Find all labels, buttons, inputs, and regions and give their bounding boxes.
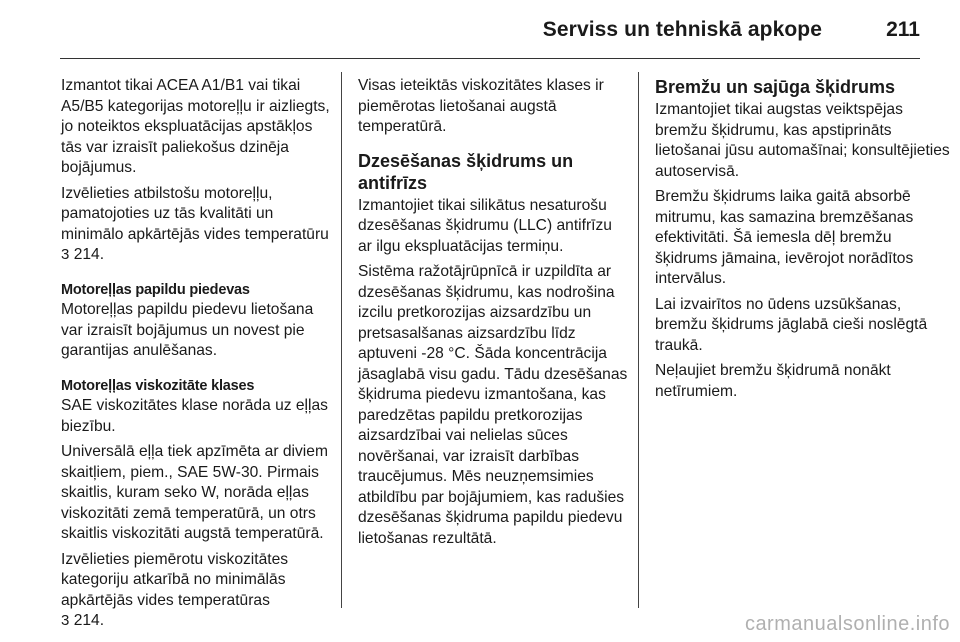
section-heading: Motoreļļas papildu piedevas bbox=[61, 281, 250, 298]
watermark: carmanualsonline.info bbox=[744, 613, 950, 635]
column-1 bbox=[61, 76, 331, 637]
paragraph: Motoreļļas papildu piedevu lietošana var izraisīt bojājumus un novest pie garantijas anulēšanas. bbox=[61, 301, 314, 359]
column-2 bbox=[358, 76, 628, 554]
column-divider-1 bbox=[341, 72, 342, 608]
column-divider-2 bbox=[638, 72, 639, 608]
paragraph: Universālā eļļa tiek apzīmēta ar diviem skaitļiem, piem., SAE 5W-30. Pirmais skaitlis, kuram seko W, norāda eļļas viskozitāti zemā temperatūrā, un otrs skaitlis viskozitāti augstā temperatūrā. bbox=[61, 443, 328, 542]
paragraph: Lai izvairītos no ūdens uzsūkšanas, bremžu šķidrums jāglabā cieši noslēgtā traukā. bbox=[655, 295, 928, 354]
page-header bbox=[0, 0, 960, 60]
paragraph-text: Izvēlieties piemērotu viskozitātes kategoriju atkarībā no minimālās apkārtējās vides temperatūras bbox=[61, 550, 289, 609]
page-ref-arrow-icon: 3 bbox=[61, 612, 70, 629]
paragraph bbox=[61, 184, 331, 266]
column-3 bbox=[655, 76, 955, 407]
paragraph: Neļaujiet bremžu šķidrumā nonākt netīrumiem. bbox=[655, 362, 891, 400]
paragraph: Izmantojiet tikai augstas veiktspējas bremžu šķidrumu, kas apstiprināts lietošanai jūsu automašīnai; konsultējieties autoservisā. bbox=[655, 101, 950, 180]
paragraph: Visas ieteiktās viskozitātes klases ir piemērotas lietošanai augstā temperatūrā. bbox=[358, 77, 604, 135]
header-divider bbox=[60, 58, 920, 59]
page-ref[interactable]: 214. bbox=[73, 246, 105, 263]
paragraph: Sistēma ražotājrūpnīcā ir uzpildīta ar dzesēšanas šķidrumu, kas nodrošina izcilu pretkorozijas aizsardzību un pretsasalšanas aizsardzību līdz aptuveni -28 °C. Šāda koncentrācija jāsaglabā visu gadu. Tādu dzesēšanas šķidruma piedevu izmantošana, kas paredzētas papildu pretkorozijas aizsardzībai vai nelielas sūces novēršanai, var izraisīt darbības traucējumus. Mēs neuzņemsimies atbildību par bojājumiem, kas radušies dzesēšanas šķidruma papildu piedevu lietošanas rezultātā. bbox=[358, 263, 628, 547]
paragraph: Bremžu šķidrums laika gaitā absorbē mitrumu, kas samazina bremzēšanas efektivitāti. Šā iemesla dēļ bremžu šķidrums jāmaina, ievērojot norādītos intervālus. bbox=[655, 188, 914, 287]
section-heading: Dzesēšanas šķidrums un antifrīzs bbox=[358, 150, 574, 193]
paragraph: SAE viskozitātes klase norāda uz eļļas biezību. bbox=[61, 397, 328, 435]
paragraph: Izmantot tikai ACEA A1/B1 vai tikai A5/B5 kategorijas motoreļļu ir aizliegts, jo noteiktos ekspluatācijas apstākļos tās var izraisīt paliekošus dzinēja bojājumus. bbox=[61, 77, 330, 176]
paragraph bbox=[61, 550, 331, 632]
page-title: Serviss un tehniskā apkope bbox=[542, 18, 822, 41]
section-heading: Motoreļļas viskozitāte klases bbox=[61, 377, 255, 394]
page-ref-arrow-icon: 3 bbox=[61, 246, 70, 263]
paragraph: Izmantojiet tikai silikātus nesaturošu dzesēšanas šķidrumu (LLC) antifrīzu ar ilgu ekspluatācijas termiņu. bbox=[358, 196, 612, 255]
page-number: 211 bbox=[886, 18, 920, 41]
paragraph-text: Izvēlieties atbilstošu motoreļļu, pamatojoties uz tās kvalitāti un minimālo apkārtējās vides temperatūru bbox=[61, 184, 329, 243]
section-heading: Bremžu un sajūga šķidrums bbox=[655, 77, 896, 97]
page-ref[interactable]: 214. bbox=[73, 612, 105, 629]
